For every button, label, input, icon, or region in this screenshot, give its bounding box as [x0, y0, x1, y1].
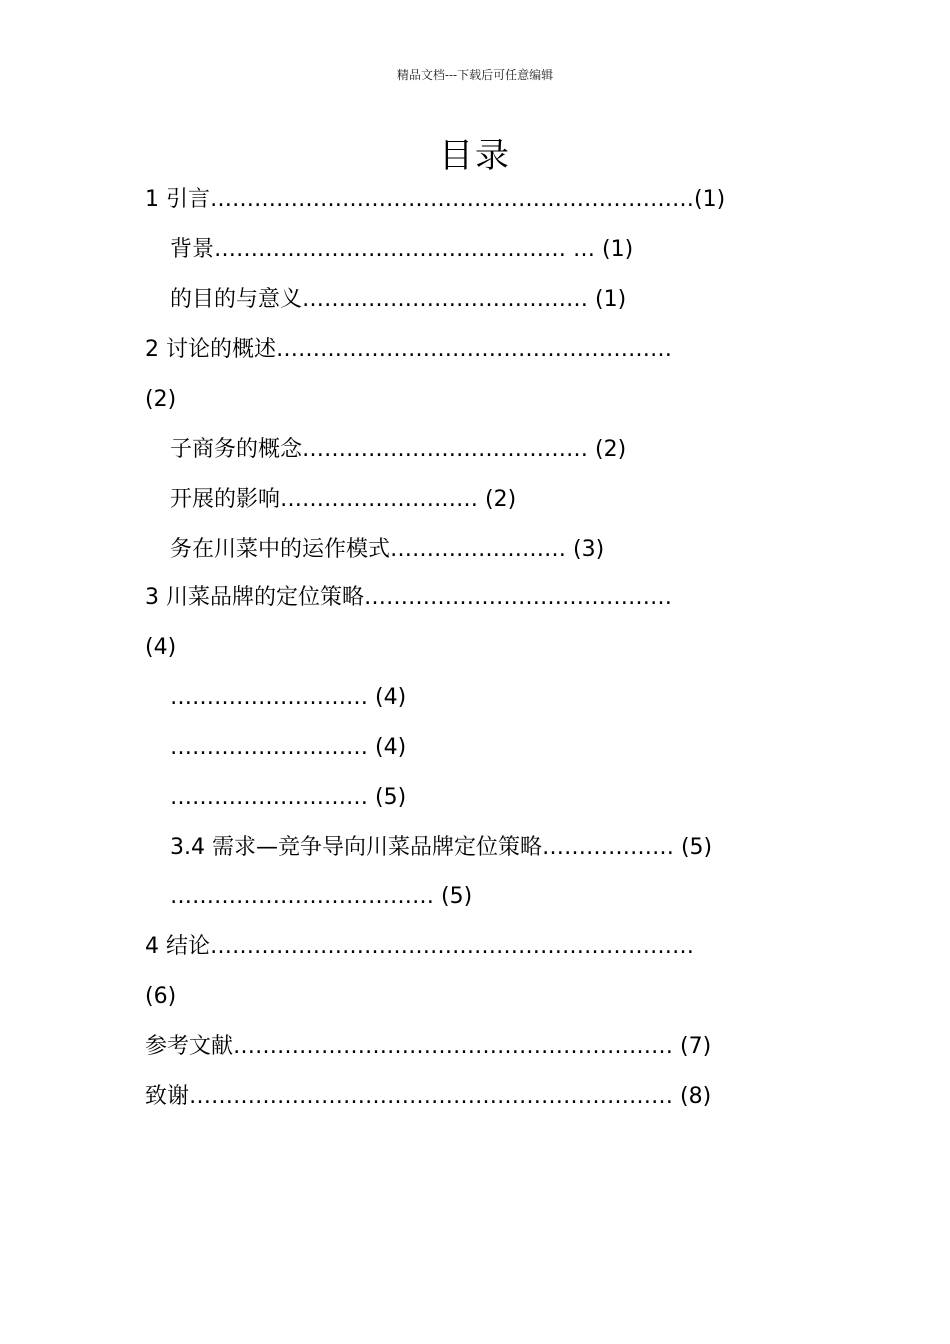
- toc-entry-4: 4 结论…………………………………………………………: [145, 934, 694, 959]
- toc-entry-2-page: (2): [145, 387, 177, 412]
- toc-entry-3-4: 3.4 需求—竞争导向川菜品牌定位策略……………… (5): [170, 835, 713, 860]
- toc-entry-references: 参考文献…………………………………………………… (7): [145, 1034, 712, 1059]
- toc-entry-1: 1 引言…………………………………………………………(1): [145, 187, 726, 212]
- toc-entry-2-3: 务在川菜中的运作模式…………………… (3): [170, 537, 605, 562]
- toc-title: 目录: [439, 136, 511, 176]
- toc-entry-2-1: 子商务的概念………………………………… (2): [170, 437, 627, 462]
- toc-entry-4-page: (6): [145, 984, 177, 1009]
- toc-entry-1-2: 的目的与意义………………………………… (1): [170, 287, 627, 312]
- toc-entry-3-3: ……………………… (5): [170, 785, 407, 810]
- toc-entry-3-5: ……………………………… (5): [170, 884, 473, 909]
- toc-entry-3-page: (4): [145, 635, 177, 660]
- page-header: 精品文档---下载后可任意编辑: [396, 68, 554, 82]
- toc-entry-3-2: ……………………… (4): [170, 735, 407, 760]
- toc-entry-3: 3 川菜品牌的定位策略……………………………………: [145, 585, 672, 610]
- toc-entry-acknowledgements: 致谢………………………………………………………… (8): [145, 1084, 712, 1109]
- toc-entry-2: 2 讨论的概述………………………………………………: [145, 337, 672, 362]
- toc-entry-3-1: ……………………… (4): [170, 685, 407, 710]
- toc-entry-2-2: 开展的影响……………………… (2): [170, 487, 517, 512]
- toc-entry-1-1: 背景………………………………………… … (1): [170, 237, 634, 262]
